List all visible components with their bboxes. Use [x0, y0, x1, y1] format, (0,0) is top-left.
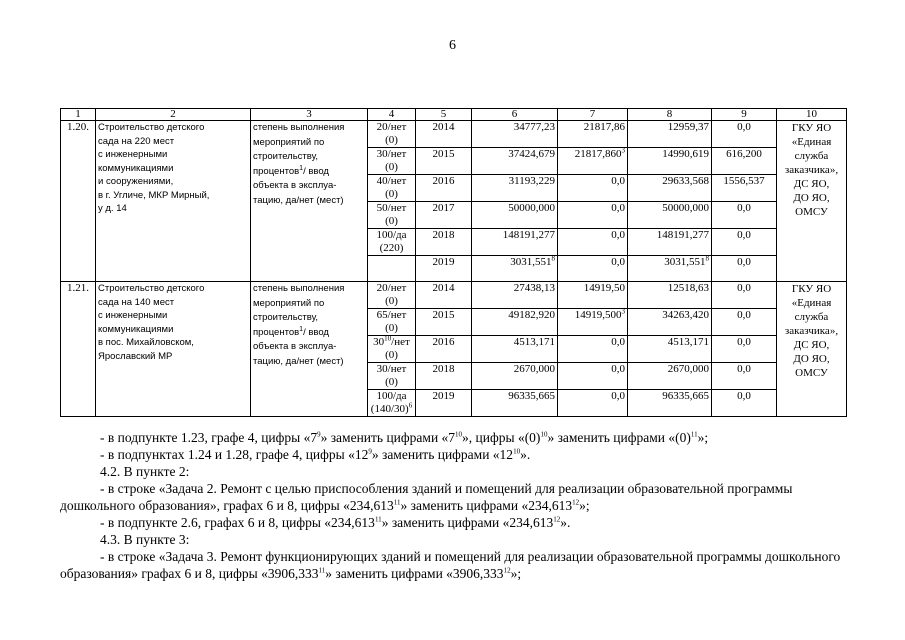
superscript: 12 [553, 515, 561, 524]
paragraph: - в подпунктах 1.24 и 1.28, графе 4, цифры «$12^9$» заменить цифрами «$12^{10}$». [100, 447, 531, 462]
regional-amount: 3031,551$^8$ [628, 256, 712, 282]
year-cell: 2019 [416, 390, 472, 417]
indicator-value: 40/нет (0) [368, 175, 416, 202]
superscript: 6 [408, 401, 413, 410]
total-amount: 31193,229 [472, 175, 558, 202]
year-cell: 2014 [416, 282, 472, 309]
item-indicator: степень выполнения мероприятий по строительству, процентов$^1$/ ввод объекта в эксплуа- тацию, да/нет (мест) [251, 282, 368, 417]
regional-amount: 14990,619 [628, 148, 712, 175]
regional-amount: 148191,277 [628, 229, 712, 256]
program-table [60, 108, 847, 417]
federal-amount: 0,0 [558, 390, 628, 417]
superscript: 11 [690, 430, 698, 439]
superscript: 10 [513, 447, 521, 456]
item-number: 1.20. [61, 121, 96, 282]
federal-amount: 0,0 [558, 256, 628, 282]
header-cell: 8 [628, 109, 712, 121]
superscript: 10 [384, 334, 392, 343]
year-cell: 2015 [416, 309, 472, 336]
superscript: 10 [540, 430, 548, 439]
item-number: 1.21. [61, 282, 96, 417]
header-cell: 9 [712, 109, 777, 121]
indicator-value: 50/нет (0) [368, 202, 416, 229]
total-amount: 4513,171 [472, 336, 558, 363]
superscript: 10 [455, 430, 463, 439]
year-cell: 2019 [416, 256, 472, 282]
year-cell: 2016 [416, 336, 472, 363]
federal-amount: 0,0 [558, 175, 628, 202]
superscript: 9 [317, 430, 321, 439]
indicator-value: 100/да (220) [368, 229, 416, 256]
amendments-text [60, 429, 846, 582]
indicator-value: 20/нет (0) [368, 121, 416, 148]
paragraph: - в строке «Задача 2. Ремонт с целью приспособления зданий и помещений для реализации образовательной программы дошкольного образования», графах 6 и 8, цифры «234,613$^{11}$» заменить цифрами «234,613$^{12}$»; [60, 481, 793, 513]
indicator-value: 65/нет (0) [368, 309, 416, 336]
indicator-value: 100/да $(140/30)^6$ [368, 390, 416, 417]
total-amount: 96335,665 [472, 390, 558, 417]
paragraph: - в подпункте 1.23, графе 4, цифры «$7^9$» заменить цифрами «$7^{10}$», цифры «$(0)^{10}$» заменить цифрами «$(0)^{11}$»; [100, 430, 709, 445]
total-amount: 50000,000 [472, 202, 558, 229]
regional-amount: 34263,420 [628, 309, 712, 336]
local-amount: 0,0 [712, 390, 777, 417]
indicator-value [368, 256, 416, 282]
indicator-value: $30^{10}$/нет (0) [368, 336, 416, 363]
superscript: 1 [299, 325, 304, 333]
year-cell: 2018 [416, 363, 472, 390]
superscript: 12 [572, 498, 580, 507]
indicator-value: 20/нет (0) [368, 282, 416, 309]
paragraph: - в строке «Задача 3. Ремонт функционирующих зданий и помещений для реализации образовательной программы дошкольного образования» графах 6 и 8, цифры «3906,333$^{11}$» заменить цифрами «3906,333$^{12}$»; [60, 549, 841, 581]
federal-amount: 0,0 [558, 202, 628, 229]
federal-amount: 0,0 [558, 363, 628, 390]
paragraph: 4.3. В пункте 3: [100, 532, 190, 547]
federal-amount: 21817,86 [558, 121, 628, 148]
federal-amount: 14919,500$^3$ [558, 309, 628, 336]
regional-amount: 2670,000 [628, 363, 712, 390]
table-row [61, 121, 847, 148]
superscript: 11 [374, 515, 382, 524]
regional-amount: 50000,000 [628, 202, 712, 229]
superscript: 3 [621, 307, 625, 316]
total-amount: 148191,277 [472, 229, 558, 256]
paragraph: 4.2. В пункте 2: [100, 464, 190, 479]
total-amount: 34777,23 [472, 121, 558, 148]
year-cell: 2017 [416, 202, 472, 229]
superscript: 12 [503, 566, 511, 575]
header-cell: 4 [368, 109, 416, 121]
regional-amount: 96335,665 [628, 390, 712, 417]
superscript: 11 [393, 498, 401, 507]
federal-amount: 14919,50 [558, 282, 628, 309]
header-cell: 5 [416, 109, 472, 121]
federal-amount: 21817,860$^3$ [558, 148, 628, 175]
table-header-row [61, 109, 847, 121]
local-amount: 0,0 [712, 309, 777, 336]
federal-amount: 0,0 [558, 336, 628, 363]
local-amount: 0,0 [712, 256, 777, 282]
regional-amount: 29633,568 [628, 175, 712, 202]
total-amount: 27438,13 [472, 282, 558, 309]
local-amount: 0,0 [712, 282, 777, 309]
indicator-value: 30/нет (0) [368, 363, 416, 390]
total-amount: 3031,551$^8$ [472, 256, 558, 282]
local-amount: 0,0 [712, 363, 777, 390]
local-amount: 616,200 [712, 148, 777, 175]
superscript: 8 [705, 254, 709, 263]
header-cell: 2 [96, 109, 251, 121]
executor-org: ГКУ ЯО «Единая служба заказчика», ДС ЯО, ДО ЯО, ОМСУ [777, 282, 847, 417]
regional-amount: 4513,171 [628, 336, 712, 363]
local-amount: 0,0 [712, 202, 777, 229]
local-amount: 0,0 [712, 121, 777, 148]
header-cell: 6 [472, 109, 558, 121]
local-amount: 0,0 [712, 336, 777, 363]
header-cell: 3 [251, 109, 368, 121]
paragraph: - в подпункте 2.6, графах 6 и 8, цифры «234,613$^{11}$» заменить цифрами «234,613$^{12}$». [100, 515, 571, 530]
indicator-value: 30/нет (0) [368, 148, 416, 175]
total-amount: 37424,679 [472, 148, 558, 175]
year-cell: 2018 [416, 229, 472, 256]
table-row [61, 282, 847, 309]
regional-amount: 12959,37 [628, 121, 712, 148]
local-amount: 0,0 [712, 229, 777, 256]
header-cell: 1 [61, 109, 96, 121]
regional-amount: 12518,63 [628, 282, 712, 309]
executor-org: ГКУ ЯО «Единая служба заказчика», ДС ЯО, ДО ЯО, ОМСУ [777, 121, 847, 282]
superscript: 3 [621, 146, 625, 155]
superscript: 11 [318, 566, 326, 575]
item-indicator: степень выполнения мероприятий по строительству, процентов$^1$/ ввод объекта в эксплуа- тацию, да/нет (мест) [251, 121, 368, 282]
page-number: 6 [449, 38, 456, 53]
item-name: Строительство детского сада на 140 мест с инженерными коммуникациями в пос. Михайловском, Ярославский МР [96, 282, 251, 417]
local-amount: 1556,537 [712, 175, 777, 202]
year-cell: 2016 [416, 175, 472, 202]
total-amount: 49182,920 [472, 309, 558, 336]
header-cell: 7 [558, 109, 628, 121]
year-cell: 2014 [416, 121, 472, 148]
total-amount: 2670,000 [472, 363, 558, 390]
year-cell: 2015 [416, 148, 472, 175]
item-name: Строительство детского сада на 220 мест с инженерными коммуникациями и сооружениями, в г. Угличе, МКР Мирный, у д. 14 [96, 121, 251, 282]
federal-amount: 0,0 [558, 229, 628, 256]
superscript: 1 [299, 164, 304, 172]
superscript: 8 [551, 254, 555, 263]
superscript: 9 [368, 447, 372, 456]
header-cell: 10 [777, 109, 847, 121]
